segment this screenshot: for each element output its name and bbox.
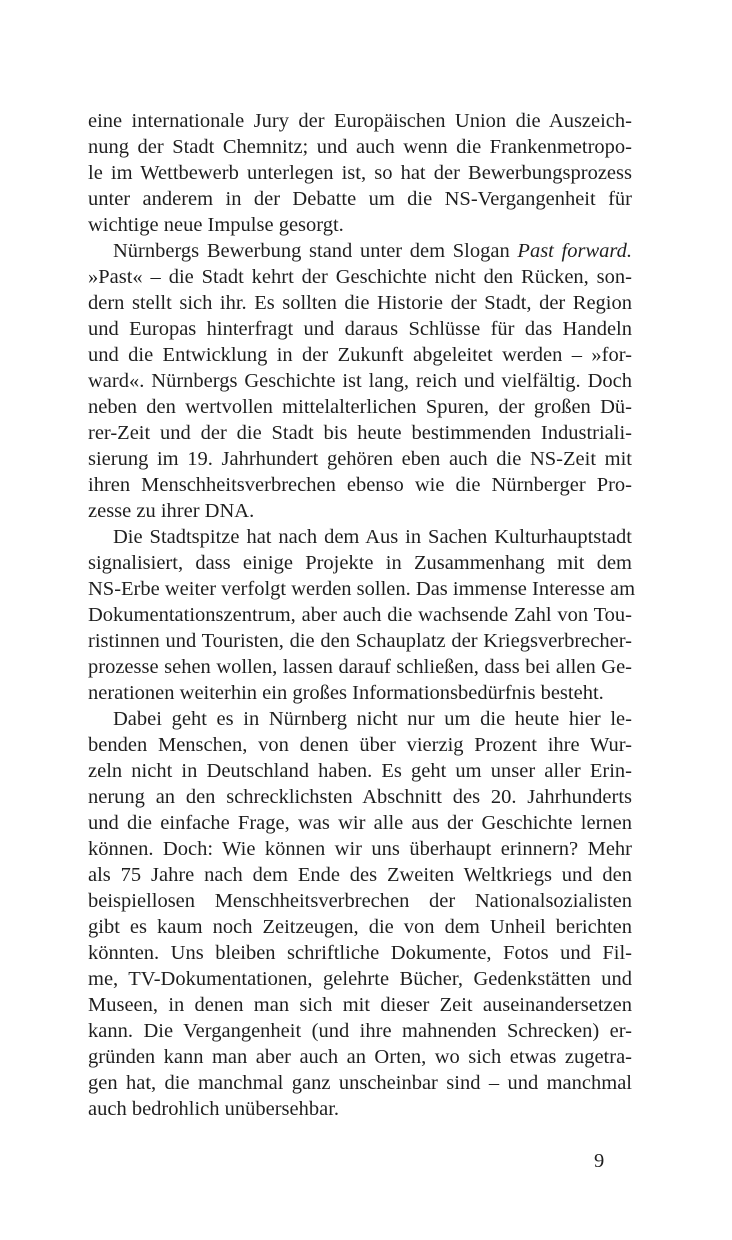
text-line: kann. Die Vergangenheit (und ihre mahnenden Schrecken) er- [88,1020,632,1042]
text-line: zeln nicht in Deutschland haben. Es geht um unser aller Erin- [88,760,632,782]
text-line: als 75 Jahre nach dem Ende des Zweiten Weltkriegs und den [88,864,632,886]
text-line: nerung an den schrecklichsten Abschnitt des 20. Jahrhunderts [88,786,632,808]
text-line: unter anderem in der Debatte um die NS-Vergangenheit für [88,188,632,210]
text-line: und Europas hinterfragt und daraus Schlüsse für das Handeln [88,318,632,340]
text-line: dern stellt sich ihr. Es sollten die Historie der Stadt, der Region [88,292,632,314]
text-line: ward«. Nürnbergs Geschichte ist lang, reich und vielfältig. Doch [88,370,632,392]
text-line: ihren Menschheitsverbrechen ebenso wie die Nürnberger Pro- [88,474,632,496]
text-line: eine internationale Jury der Europäischen Union die Auszeich- [88,110,632,132]
text-line: Dabei geht es in Nürnberg nicht nur um die heute hier le- [113,708,632,730]
text-line: nung der Stadt Chemnitz; und auch wenn die Frankenmetropo- [88,136,632,158]
text-line: auch bedrohlich unübersehbar. [88,1098,340,1120]
text-line [113,238,632,264]
text-line: gründen kann man aber auch an Orten, wo sich etwas zugetra- [88,1046,632,1068]
text-line: me, TV-Dokumentationen, gelehrte Bücher, Gedenkstätten und [88,968,632,990]
text-line: rer-Zeit und der die Stadt bis heute bestimmenden Industriali- [88,422,632,444]
text-line: beispiellosen Menschheitsverbrechen der Nationalsozialisten [88,890,632,912]
text-line: neben den wertvollen mittelalterlichen Spuren, der großen Dü- [88,396,632,418]
text-line: sierung im 19. Jahrhundert gehören eben auch die NS-Zeit mit [88,448,632,470]
text-line: Die Stadtspitze hat nach dem Aus in Sachen Kulturhauptstadt [113,526,632,548]
text-line: NS-Erbe weiter verfolgt werden sollen. Das immense Interesse am [88,578,636,600]
text-line: Dokumentationszentrum, aber auch die wachsende Zahl von Tou- [88,604,632,626]
text-line: nerationen weiterhin ein großes Informationsbedürfnis besteht. [88,682,604,704]
text-line: le im Wettbewerb unterlegen ist, so hat der Bewerbungsprozess [88,162,632,184]
text-line: zesse zu ihrer DNA. [88,500,255,522]
text-line: wichtige neue Impulse gesorgt. [88,214,344,236]
text-line: gen hat, die manchmal ganz unscheinbar sind – und manchmal [88,1072,632,1094]
text-line: benden Menschen, von denen über vierzig Prozent ihre Wur- [88,734,632,756]
text-line: Museen, in denen man sich mit dieser Zeit auseinandersetzen [88,994,632,1016]
text-line: signalisiert, dass einige Projekte in Zusammenhang mit dem [88,552,632,574]
text-line: »Past« – die Stadt kehrt der Geschichte nicht den Rücken, son- [88,266,632,288]
text-span: Nürnbergs Bewerbung stand unter dem Slogan [113,240,510,262]
text-line: und die einfache Frage, was wir alle aus der Geschichte lernen [88,812,632,834]
text-line: gibt es kaum noch Zeitzeugen, die von dem Unheil berichten [88,916,632,938]
text-line: können. Doch: Wie können wir uns überhaupt erinnern? Mehr [88,838,632,860]
slogan-italic: Past forward. [517,240,632,262]
text-line: ristinnen und Touristen, die den Schauplatz der Kriegsverbrecher- [88,630,632,652]
text-line: könnten. Uns bleiben schriftliche Dokumente, Fotos und Fil- [88,942,632,964]
text-line: prozesse sehen wollen, lassen darauf schließen, dass bei allen Ge- [88,656,632,678]
page-number: 9 [594,1150,605,1172]
text-line: und die Entwicklung in der Zukunft abgeleitet werden – »for- [88,344,632,366]
